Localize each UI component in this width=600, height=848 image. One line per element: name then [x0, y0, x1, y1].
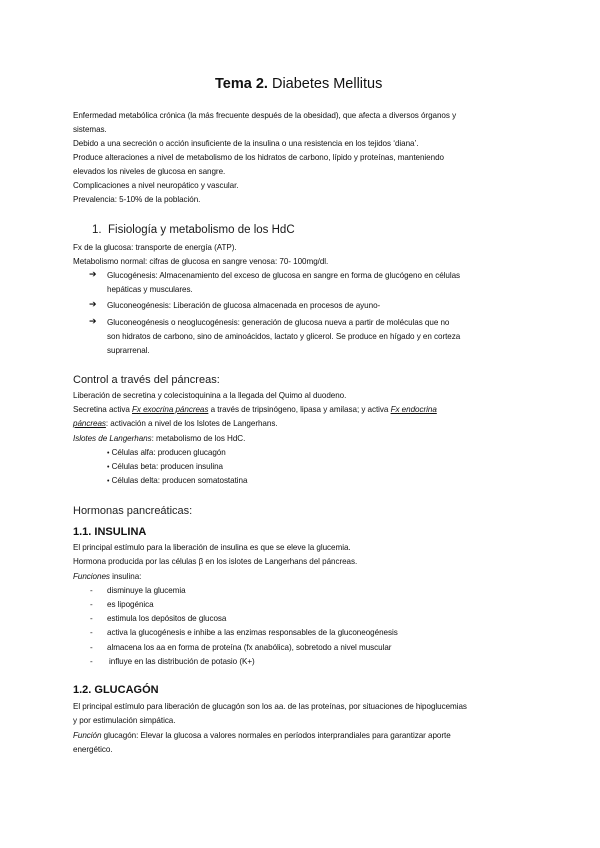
dash-icon: -	[90, 600, 93, 609]
arrow-icon: ➔	[89, 269, 97, 279]
subsection-heading: 1.2. GLUCAGÓN	[73, 684, 159, 696]
arrow-item: Gluconeogénesis o neoglucogénesis: generación de glucosa nueva a partir de moléculas que no	[107, 318, 450, 327]
dash-item: es lipogénica	[107, 600, 154, 609]
bullet-icon: •	[107, 464, 110, 471]
subsection-heading: Hormonas pancreáticas:	[73, 505, 193, 517]
body-line: Liberación de secretina y colecistoquinina a la llegada del Quimo al duodeno.	[73, 391, 347, 400]
dash-icon: -	[90, 657, 93, 666]
dash-icon: -	[90, 586, 93, 595]
body-line: y por estimulación simpática.	[73, 716, 176, 725]
intro-line: Debido a una secreción o acción insuficiente de la insulina o una resistencia en los tejidos ‘diana’.	[73, 139, 419, 148]
arrow-icon: ➔	[89, 299, 97, 309]
bullet-item: • Células delta: producen somatostatina	[107, 476, 248, 485]
intro-line: Complicaciones a nivel neuropático y vascular.	[73, 181, 239, 190]
arrow-icon: ➔	[89, 316, 97, 326]
intro-line: Enfermedad metabólica crónica (la más frecuente después de la obesidad), que afecta a diversos órganos y	[73, 111, 457, 120]
bullet-item: • Células alfa: producen glucagón	[107, 448, 226, 457]
section-heading: 1. Fisiología y metabolismo de los HdC	[92, 224, 295, 236]
intro-line: Prevalencia: 5-10% de la población.	[73, 195, 201, 204]
subsection-heading: 1.1. INSULINA	[73, 526, 147, 538]
body-line: Islotes de Langerhans: metabolismo de los HdC.	[73, 434, 246, 443]
dash-icon: -	[90, 628, 93, 637]
dash-item: disminuye la glucemia	[107, 586, 186, 595]
dash-item: activa la glucogénesis e inhibe a las enzimas responsables de la gluconeogénesis	[107, 628, 398, 637]
dash-item: influye en las distribución de potasio (K+)	[109, 657, 255, 666]
dash-icon: -	[90, 614, 93, 623]
arrow-item: suprarrenal.	[107, 346, 150, 355]
body-line: Hormona producida por las células β en los islotes de Langerhans del páncreas.	[73, 557, 358, 566]
body-line: Metabolismo normal: cifras de glucosa en sangre venosa: 70- 100mg/dl.	[73, 257, 329, 266]
body-line: Secretina activa Fx exocrina páncreas a través de tripsinógeno, lipasa y amilasa; y activa Fx endocrina	[73, 405, 437, 414]
body-line: Función glucagón: Elevar la glucosa a valores normales en períodos interprandiales para garantizar aporte	[73, 731, 451, 740]
intro-line: Produce alteraciones a nivel de metabolismo de los hidratos de carbono, lípido y proteínas, manteniendo	[73, 153, 444, 162]
bullet-icon: •	[107, 450, 110, 457]
dash-item: estimula los depósitos de glucosa	[107, 614, 227, 623]
body-line: Funciones insulina:	[73, 572, 142, 581]
subsection-heading: Control a través del páncreas:	[73, 374, 220, 386]
intro-line: elevados los niveles de glucosa en sangre.	[73, 167, 226, 176]
dash-icon: -	[90, 643, 93, 652]
bullet-icon: •	[107, 478, 110, 485]
body-line: El principal estímulo para la liberación de insulina es que se eleve la glucemia.	[73, 543, 351, 552]
arrow-item: hepáticas y musculares.	[107, 285, 193, 294]
intro-line: sistemas.	[73, 125, 107, 134]
body-line: energético.	[73, 745, 113, 754]
body-line: páncreas: activación a nivel de los Islotes de Langerhans.	[73, 419, 278, 428]
arrow-item: son hidratos de carbono, sino de aminoácidos, lactato y glicerol. Se produce en hígado y en corteza	[107, 332, 461, 341]
bullet-item: • Células beta: producen insulina	[107, 462, 223, 471]
body-line: Fx de la glucosa: transporte de energía (ATP).	[73, 243, 237, 252]
arrow-item: Glucogénesis: Almacenamiento del exceso de glucosa en sangre en forma de glucógeno en células	[107, 271, 461, 280]
page-title: Tema 2. Diabetes Mellitus	[215, 76, 383, 92]
arrow-item: Gluconeogénesis: Liberación de glucosa almacenada en procesos de ayuno-	[107, 301, 381, 310]
dash-item: almacena los aa en forma de proteína (fx anabólica), sobretodo a nivel muscular	[107, 643, 392, 652]
body-line: El principal estímulo para liberación de glucagón son los aa. de las proteínas, por situaciones de hipoglucemias	[73, 702, 467, 711]
